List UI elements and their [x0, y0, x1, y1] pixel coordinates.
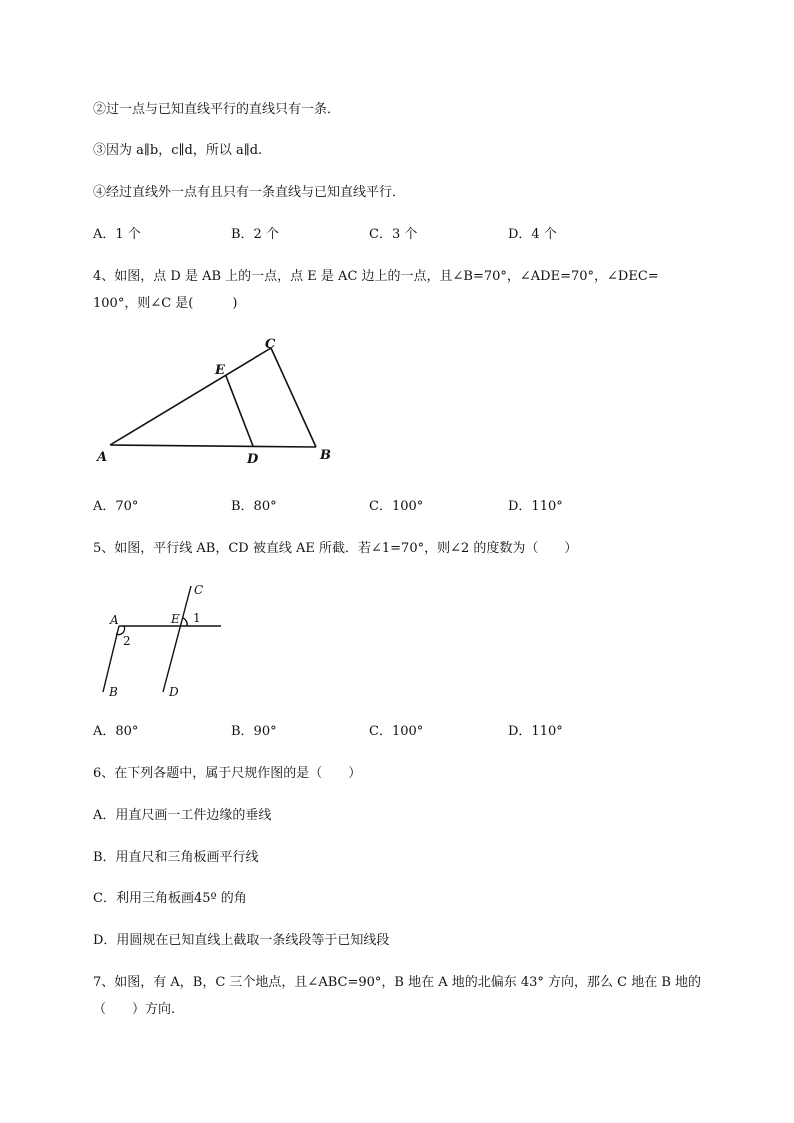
q6-option-b[interactable]: B．用直尺和三角板画平行线: [93, 850, 259, 865]
q6-option-d[interactable]: D．用圆规在已知直线上截取一条线段等于已知线段: [93, 933, 390, 948]
line-ab: [103, 626, 119, 692]
line-cd: [163, 586, 191, 692]
q5-option-a[interactable]: A．80°: [93, 724, 139, 739]
q6-option-a[interactable]: A．用直尺画一工件边缘的垂线: [93, 808, 272, 823]
q4-option-b[interactable]: B．80°: [231, 499, 277, 514]
statement-3: ③因为 a∥b，c∥d，所以 a∥d.: [93, 143, 263, 158]
q4-option-a[interactable]: A．70°: [93, 499, 139, 514]
point-c-label: C: [194, 583, 204, 597]
q4-triangle-diagram: [90, 330, 350, 470]
q4-options: [93, 498, 653, 516]
q6-text: 6、在下列各题中，属于尺规作图的是（ ）: [93, 766, 362, 781]
point-e-label: E: [171, 612, 180, 626]
segment-ab: [110, 445, 316, 447]
point-a-label: A: [97, 450, 108, 465]
q4-text-line1: 4、如图，点 D 是 AB 上的一点，点 E 是 AC 边上的一点，且∠B=70°，∠ADE=70°，∠DEC=: [93, 269, 659, 284]
segment-cb: [271, 348, 316, 447]
point-b-label: B: [320, 448, 331, 463]
statement-4: ④经过直线外一点有且只有一条直线与已知直线平行．: [93, 185, 406, 200]
angle-1-label: 1: [193, 611, 201, 625]
point-a-label: A: [110, 613, 119, 627]
q6-option-c[interactable]: C．利用三角板画45º 的角: [93, 891, 247, 906]
q5-option-b[interactable]: B．90°: [231, 724, 277, 739]
q3-option-d[interactable]: D．4 个: [508, 227, 557, 242]
point-d-label: D: [247, 452, 259, 467]
point-c-label: C: [265, 337, 276, 352]
point-d-label: D: [169, 685, 179, 699]
q4-text-line2: 100°，则∠C 是( ): [93, 296, 238, 311]
point-b-label: B: [109, 685, 118, 699]
angle-1-arc: [183, 618, 187, 626]
q5-text: 5、如图，平行线 AB，CD 被直线 AE 所截．若∠1=70°，则∠2 的度数为（ ）: [93, 541, 578, 556]
statement-2: ②过一点与已知直线平行的直线只有一条．: [93, 102, 341, 117]
q4-option-d[interactable]: D．110°: [508, 499, 563, 514]
q5-options: [93, 723, 653, 741]
q5-parallel-lines-diagram: [95, 578, 235, 703]
q7-text-line1: 7、如图，有 A，B，C 三个地点，且∠ABC=90°，B 地在 A 地的北偏东 43° 方向，那么 C 地在 B 地的: [93, 975, 702, 990]
q5-option-d[interactable]: D．110°: [508, 724, 563, 739]
q5-figure: [95, 578, 235, 703]
q3-option-c[interactable]: C．3 个: [369, 227, 418, 242]
q3-options: [93, 226, 653, 244]
point-e-label: E: [215, 363, 225, 378]
q5-option-c[interactable]: C．100°: [369, 724, 424, 739]
q4-option-c[interactable]: C．100°: [369, 499, 424, 514]
q4-figure: [90, 330, 350, 470]
q3-option-b[interactable]: B．2 个: [231, 227, 279, 242]
q3-option-a[interactable]: A．1 个: [93, 227, 141, 242]
angle-2-label: 2: [123, 634, 131, 648]
segment-de: [226, 376, 253, 446]
q7-text-line2: （ ）方向.: [93, 1002, 176, 1017]
